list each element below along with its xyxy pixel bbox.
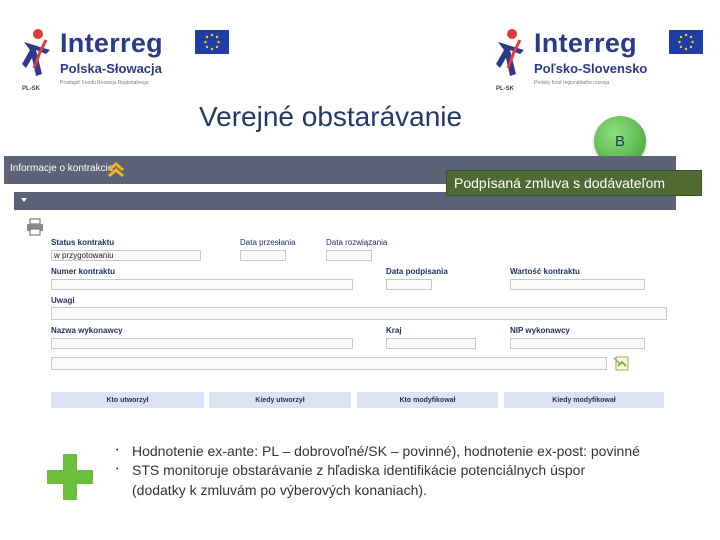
bullet-marker: • (116, 447, 119, 454)
interreg-logo-left (20, 28, 250, 98)
slide-title: Verejné obstarávanie (199, 101, 463, 132)
brand-name: Interreg (60, 28, 163, 58)
col-created-by[interactable]: Kto utworzył (51, 392, 204, 408)
number-field[interactable] (51, 279, 353, 290)
attachment-icon[interactable] (612, 354, 632, 372)
interreg-logo-right (494, 28, 720, 98)
bullet-text-continuation: (dodatky k zmluvám po výberových konaniach). (132, 482, 427, 498)
value-label: Wartość kontraktu (510, 267, 580, 276)
contractor-label: Nazwa wykonawcy (51, 326, 123, 335)
number-label: Numer kontraktu (51, 267, 116, 276)
brand-subtitle: Polska-Słowacja (60, 61, 162, 76)
brand-name: Interreg (534, 28, 637, 58)
chevron-up-icon[interactable] (106, 160, 126, 180)
header-label: Informacje o kontrakcie (10, 163, 114, 174)
plus-icon (47, 454, 93, 500)
interreg-figure-icon (20, 28, 54, 84)
program-code: PL-SK (22, 86, 40, 92)
date-signed-label: Data podpisania (386, 267, 448, 276)
interreg-figure-icon (494, 28, 528, 84)
bullet-marker: • (116, 466, 119, 473)
status-value: w przygotowaniu (54, 251, 114, 260)
col-modified-when[interactable]: Kiedy modyfikował (504, 392, 664, 408)
contractor-field[interactable] (51, 338, 353, 349)
date-resolution-label: Data rozwiązania (326, 238, 388, 247)
eu-flag-icon (195, 30, 229, 54)
notes-label: Uwagi (51, 296, 75, 305)
brand-tagline: Prelsky fond regionálneho rozvoja (534, 80, 610, 86)
date-resolution-field[interactable] (326, 250, 372, 261)
country-label: Kraj (386, 326, 402, 335)
date-created-field[interactable] (240, 250, 286, 261)
nip-label: NIP wykonawcy (510, 326, 570, 335)
printer-icon[interactable] (26, 218, 44, 236)
country-field[interactable] (386, 338, 476, 349)
date-created-label: Data przesłania (240, 238, 296, 247)
dropdown-arrow-icon[interactable] (21, 198, 27, 202)
status-label: Status kontraktu (51, 238, 115, 247)
brand-tagline: Prostąpiť Fondu Rozwoju Regionalnego (60, 80, 149, 86)
brand-subtitle: Poľsko-Slovensko (534, 61, 648, 76)
callout-signed-contract: Podpísaná zmluva s dodávateľom (446, 170, 702, 196)
col-modified-by[interactable]: Kto modyfikował (357, 392, 498, 408)
address-field[interactable] (51, 357, 607, 370)
nip-field[interactable] (510, 338, 645, 349)
step-badge: B (594, 116, 646, 166)
bullet-text: Hodnotenie ex-ante: PL – dobrovoľné/SK – povinné), hodnotenie ex-post: povinné (132, 443, 640, 459)
value-field[interactable] (510, 279, 645, 290)
program-code: PL-SK (496, 86, 514, 92)
date-signed-field[interactable] (386, 279, 432, 290)
col-created-when[interactable]: Kiedy utworzył (209, 392, 351, 408)
bullet-text: STS monitoruje obstarávanie z hľadiska identifikácie potenciálnych úspor (132, 462, 586, 478)
status-field[interactable] (51, 250, 201, 261)
eu-flag-icon (669, 30, 703, 54)
notes-field[interactable] (51, 307, 667, 320)
